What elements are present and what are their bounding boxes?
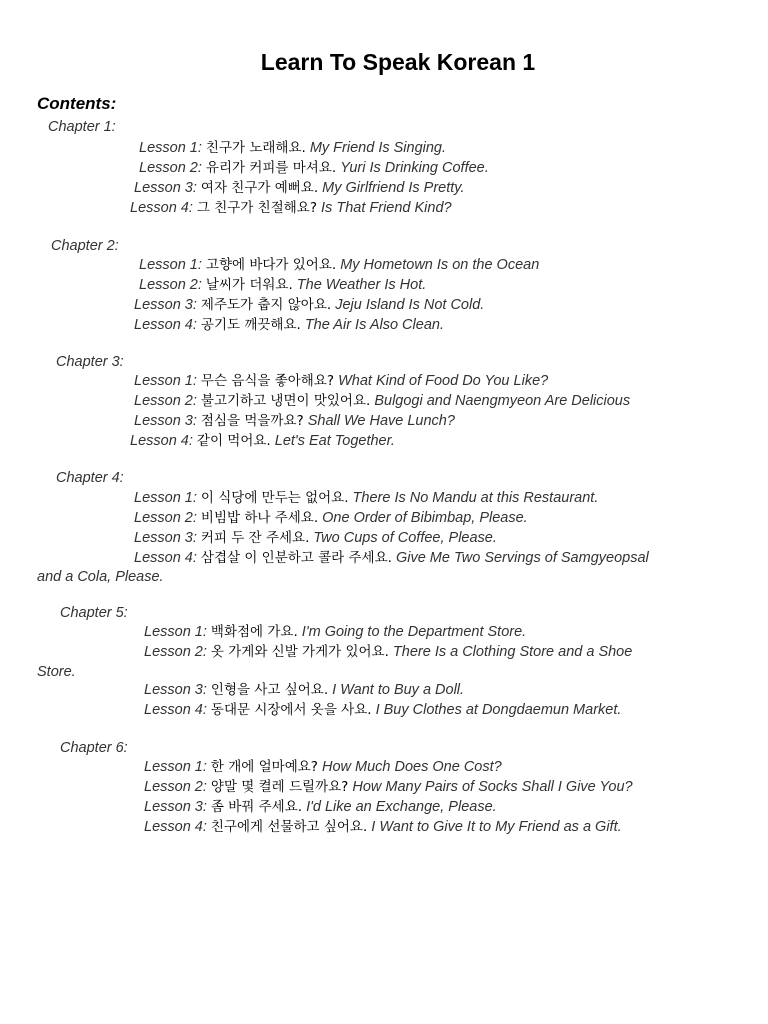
lesson-item: Lesson 3: 좀 바꿔 주세요. I'd Like an Exchange, Please.: [144, 799, 497, 815]
lesson-item-continuation: Store.: [37, 664, 76, 680]
page-title: Learn To Speak Korean 1: [260, 49, 536, 75]
lesson-item: Lesson 2: 양말 몇 켤레 드릴까요? How Many Pairs of Socks Shall I Give You?: [144, 779, 633, 795]
lesson-item: Lesson 3: 점심을 먹을까요? Shall We Have Lunch?: [134, 413, 455, 429]
lesson-item: Lesson 3: 커피 두 잔 주세요. Two Cups of Coffee, Please.: [134, 530, 497, 546]
chapter-3-label: Chapter 3:: [56, 354, 124, 370]
lesson-item: Lesson 4: 삼겹살 이 인분하고 콜라 주세요. Give Me Two Servings of Samgyeopsal: [134, 550, 649, 566]
lesson-item: Lesson 4: 동대문 시장에서 옷을 사요. I Buy Clothes at Dongdaemun Market.: [144, 702, 622, 718]
lesson-item: Lesson 3: 제주도가 춥지 않아요. Jeju Island Is Not Cold.: [134, 297, 485, 313]
lesson-item: Lesson 1: 무슨 음식을 좋아해요? What Kind of Food Do You Like?: [134, 373, 549, 389]
lesson-item: Lesson 2: 날씨가 더워요. The Weather Is Hot.: [139, 277, 427, 293]
lesson-item: Lesson 1: 친구가 노래해요. My Friend Is Singing.: [139, 140, 447, 156]
lesson-item: Lesson 1: 이 식당에 만두는 없어요. There Is No Mandu at this Restaurant.: [134, 490, 599, 506]
lesson-item-continuation: and a Cola, Please.: [37, 569, 164, 585]
lesson-item: Lesson 4: 그 친구가 친절해요? Is That Friend Kind?: [130, 200, 452, 216]
lesson-item: Lesson 4: 같이 먹어요. Let's Eat Together.: [130, 433, 395, 449]
lesson-item: Lesson 1: 백화점에 가요. I'm Going to the Department Store.: [144, 624, 527, 640]
lesson-item: Lesson 4: 공기도 깨끗해요. The Air Is Also Clean.: [134, 317, 444, 333]
lesson-item: Lesson 2: 유리가 커피를 마셔요. Yuri Is Drinking Coffee.: [139, 160, 489, 176]
chapter-2-label: Chapter 2:: [51, 238, 119, 254]
chapter-5-label: Chapter 5:: [60, 605, 128, 621]
lesson-item: Lesson 3: 인형을 사고 싶어요. I Want to Buy a Doll.: [144, 682, 465, 698]
lesson-item: Lesson 1: 한 개에 얼마예요? How Much Does One Cost?: [144, 759, 502, 775]
lesson-item: Lesson 2: 불고기하고 냉면이 맛있어요. Bulgogi and Naengmyeon Are Delicious: [134, 393, 631, 409]
contents-heading: Contents:: [37, 94, 117, 113]
lesson-item: Lesson 4: 친구에게 선물하고 싶어요. I Want to Give It to My Friend as a Gift.: [144, 819, 622, 835]
lesson-item: Lesson 2: 옷 가게와 신발 가게가 있어요. There Is a Clothing Store and a Shoe: [144, 644, 633, 660]
chapter-6-label: Chapter 6:: [60, 740, 128, 756]
lesson-item: Lesson 3: 여자 친구가 예뻐요. My Girlfriend Is Pretty.: [134, 180, 465, 196]
lesson-item: Lesson 1: 고향에 바다가 있어요. My Hometown Is on the Ocean: [139, 257, 540, 273]
chapter-1-label: Chapter 1:: [48, 119, 116, 135]
lesson-item: Lesson 2: 비빔밥 하나 주세요. One Order of Bibimbap, Please.: [134, 510, 528, 526]
chapter-4-label: Chapter 4:: [56, 470, 124, 486]
